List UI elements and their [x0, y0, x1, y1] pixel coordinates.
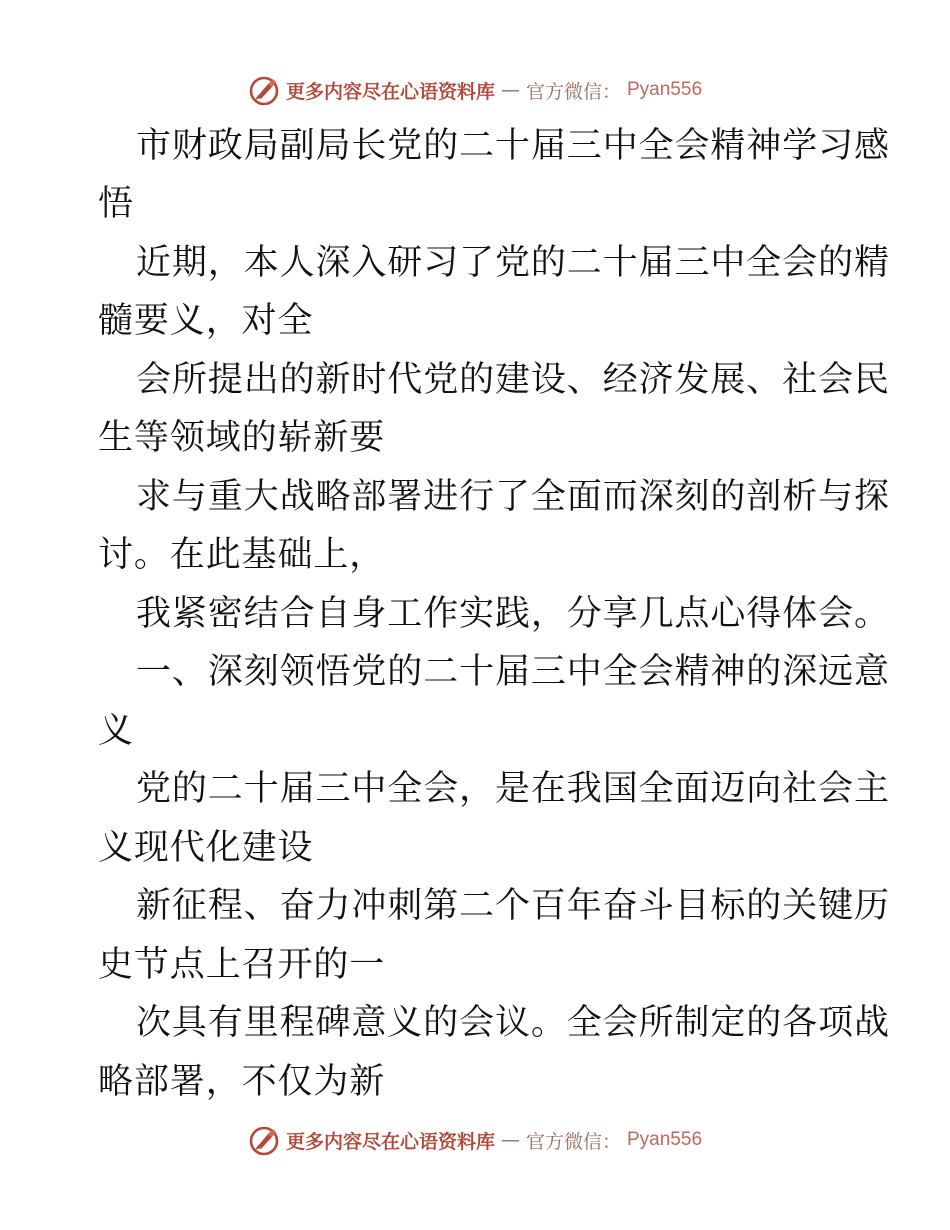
- paragraph-line: 我紧密结合自身工作实践，分享几点心得体会。: [136, 594, 890, 634]
- banner-wechat-id: Pyan556: [627, 1129, 703, 1150]
- paragraph-line: 略部署，不仅为新: [98, 1062, 386, 1102]
- banner-wechat-id: Pyan556: [627, 79, 703, 100]
- paragraph-line: 讨。在此基础上，: [98, 535, 386, 575]
- banner-dash: —: [500, 79, 520, 101]
- banner-main-text: 更多内容尽在心语资料库: [285, 80, 495, 103]
- paragraph-line: 新征程、奋力冲刺第二个百年奋斗目标的关键历: [136, 886, 890, 926]
- paragraph-line: 求与重大战略部署进行了全面而深刻的剖析与探: [136, 477, 890, 517]
- title-line-1: 市财政局副局长党的二十届三中全会精神学习感: [136, 126, 890, 166]
- paragraph-line: 会所提出的新时代党的建设、经济发展、社会民: [136, 360, 890, 400]
- paragraph-line: 近期，本人深入研习了党的二十届三中全会的精: [136, 243, 890, 283]
- section-heading-line: 一、深刻领悟党的二十届三中全会精神的深远意: [136, 652, 890, 692]
- paragraph-line: 党的二十届三中全会，是在我国全面迈向社会主: [136, 769, 890, 809]
- brand-logo-icon: [248, 1124, 280, 1156]
- section-heading-line: 义: [98, 711, 134, 751]
- banner-official-label: 官方微信：: [525, 80, 621, 103]
- title-line-2: 悟: [98, 184, 134, 224]
- banner-official-label: 官方微信：: [525, 1130, 621, 1153]
- paragraph-line: 生等领域的崭新要: [98, 418, 386, 458]
- footer-banner: [0, 1120, 950, 1160]
- paragraph-line: 义现代化建设: [98, 828, 314, 868]
- paragraph-line: 次具有里程碑意义的会议。全会所制定的各项战: [136, 1003, 890, 1043]
- banner-main-text: 更多内容尽在心语资料库: [285, 1130, 495, 1153]
- banner-dash: —: [500, 1129, 520, 1151]
- paragraph-line: 史节点上召开的一: [98, 945, 386, 985]
- paragraph-line: 髓要义，对全: [98, 301, 314, 341]
